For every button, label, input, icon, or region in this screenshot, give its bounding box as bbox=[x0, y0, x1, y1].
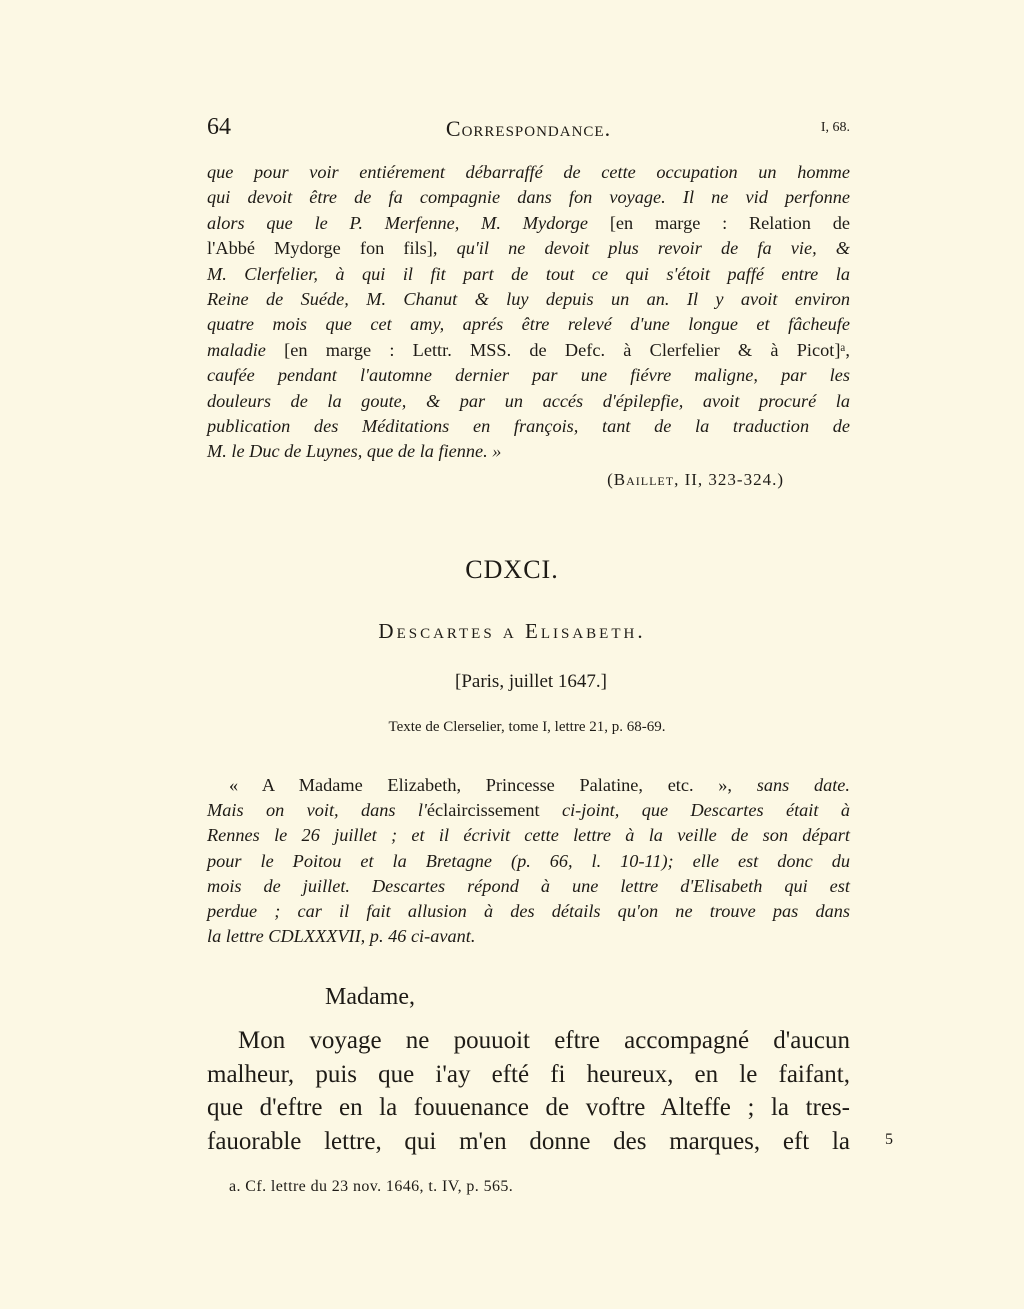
quote-citation: (Baillet, II, 323-324.) bbox=[607, 470, 784, 489]
margin-line-number: 5 bbox=[885, 1131, 893, 1148]
quote-line: que pour voir entiérement débarraffé de cette occupation un homme bbox=[207, 162, 850, 182]
letter-title: Descartes a Elisabeth. bbox=[378, 619, 646, 643]
body-line: Mon voyage ne pouuoit eftre accompagné d'aucun bbox=[238, 1027, 850, 1054]
page-number: 64 bbox=[207, 114, 231, 140]
note-line: Rennes le 26 juillet ; et il écrivit cette lettre à la veille de son départ bbox=[207, 825, 850, 846]
running-title: Correspondance. bbox=[445, 116, 612, 141]
footnote: a. Cf. lettre du 23 nov. 1646, t. IV, p. 565. bbox=[229, 1178, 514, 1195]
note-line: perdue ; car il fait allusion à des détails qu'on ne trouve pas dans bbox=[207, 901, 850, 922]
quote-line: alors que le P. Merfenne, M. Mydorge [en marge : Relation de bbox=[207, 212, 850, 233]
quote-line: l'Abbé Mydorge fon fils], qu'il ne devoit plus revoir de fa vie, & bbox=[207, 238, 850, 259]
body-line: malheur, puis que i'ay efté fi heureux, en le faifant, bbox=[207, 1060, 850, 1088]
note-line: la lettre CDLXXXVII, p. 46 ci-avant. bbox=[207, 926, 476, 947]
quote-line: publication des Méditations en françois, tant de la traduction de bbox=[207, 416, 850, 437]
salutation: Madame, bbox=[325, 984, 415, 1010]
running-header bbox=[207, 114, 850, 144]
quote-line: quatre mois que cet amy, aprés être relevé d'une longue et fâcheufe bbox=[207, 314, 850, 335]
volume-reference: I, 68. bbox=[820, 120, 850, 135]
letter-source: Texte de Clerselier, tome I, lettre 21, p. 68-69. bbox=[388, 719, 666, 735]
quote-line: M. le Duc de Luynes, que de la fienne. » bbox=[207, 441, 502, 462]
quote-line: Reine de Suéde, M. Chanut & luy depuis un an. Il y avoit environ bbox=[207, 289, 850, 310]
letter-date: [Paris, juillet 1647.] bbox=[455, 671, 607, 692]
body-line: que d'eftre en la fouuenance de voftre Alteffe ; la tres- bbox=[207, 1094, 850, 1121]
quote-line: M. Clerfelier, à qui il fit part de tout ce qui s'étoit paffé entre la bbox=[207, 263, 850, 284]
note-line: mois de juillet. Descartes répond à une lettre d'Elisabeth qui est bbox=[207, 875, 850, 896]
note-line: pour le Poitou et la Bretagne (p. 66, l. 10-11); elle est donc du bbox=[207, 850, 850, 871]
quote-line: qui devoit être de fa compagnie dans fon voyage. Il ne vid perfonne bbox=[207, 187, 850, 208]
note-line: « A Madame Elizabeth, Princesse Palatine, etc. », sans date. bbox=[229, 775, 850, 795]
note-line: Mais on voit, dans l'éclaircissement ci-joint, que Descartes était à bbox=[207, 800, 850, 821]
quote-line: caufée pendant l'automne dernier par une fiévre maligne, par les bbox=[207, 365, 850, 386]
baillet-quote bbox=[207, 160, 850, 465]
quote-line: douleurs de la goute, & par un accés d'épilepfie, avoit procuré la bbox=[207, 390, 850, 411]
body-line: fauorable lettre, qui m'en donne des marques, eft la bbox=[207, 1127, 850, 1155]
editorial-note bbox=[207, 773, 850, 949]
letter-body bbox=[207, 1024, 850, 1158]
quote-line: maladie [en marge : Lettr. MSS. de Defc. à Clerfelier & à Picot]ᵃ, bbox=[207, 339, 850, 360]
letter-number: CDXCI. bbox=[465, 555, 559, 584]
